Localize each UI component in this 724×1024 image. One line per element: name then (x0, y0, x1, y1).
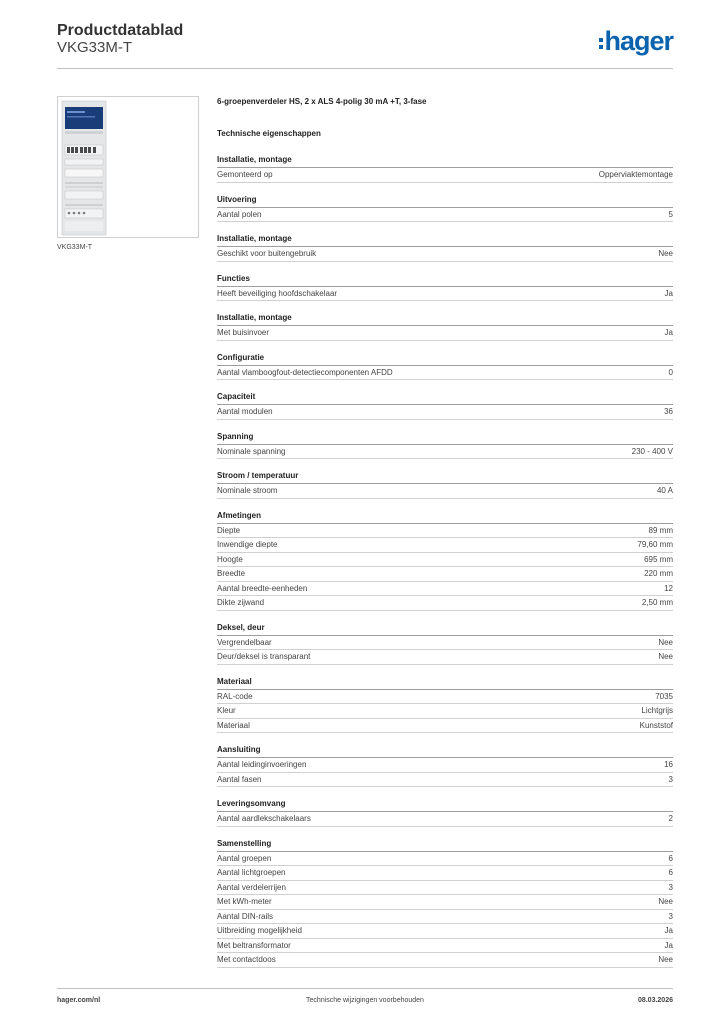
spec-value: 89 mm (648, 525, 673, 535)
spec-label: Nominale spanning (217, 446, 286, 456)
spec-value: 7035 (655, 691, 673, 701)
spec-row (217, 366, 673, 381)
spec-label: Geschikt voor buitengebruik (217, 249, 317, 258)
spec-label: Met kWh-meter (217, 897, 272, 906)
spec-label: RAL-code (217, 691, 253, 701)
spec-value: 0 (668, 367, 673, 377)
spec-row (217, 208, 673, 223)
spec-group-title: Deksel, deur (217, 622, 673, 636)
spec-groups (217, 154, 673, 968)
spec-row (217, 704, 673, 719)
page-footer (57, 997, 673, 1011)
logo-colon-icon (599, 38, 603, 49)
spec-label: Aantal DIN-rails (217, 911, 274, 921)
spec-group-title: Afmetingen (217, 510, 673, 524)
spec-row (217, 939, 673, 954)
spec-label: Gemonteerd op (217, 170, 273, 179)
spec-value: Nee (658, 637, 673, 647)
spec-label: Aantal lichtgroepen (217, 868, 286, 877)
spec-group-title: Materiaal (217, 676, 673, 690)
spec-row (217, 690, 673, 705)
spec-row (217, 596, 673, 611)
spec-row (217, 758, 673, 773)
spec-label: Aantal polen (217, 209, 262, 219)
spec-row (217, 719, 673, 734)
footer-notice: Technische wijzigingen voorbehouden (306, 997, 424, 1004)
spec-value: 12 (664, 583, 673, 593)
spec-label: Deur/deksel is transparant (217, 652, 311, 661)
spec-value: Nee (658, 897, 673, 906)
spec-value: 230 - 400 V (631, 446, 673, 456)
spec-row (217, 650, 673, 665)
spec-label: Nominale stroom (217, 486, 278, 495)
spec-group-title: Spanning (217, 431, 673, 445)
spec-label: Diepte (217, 525, 241, 535)
spec-value: 16 (664, 760, 673, 769)
spec-row (217, 910, 673, 925)
spec-value: Opperviaktemontage (598, 170, 673, 179)
spec-row (217, 852, 673, 867)
spec-label: Aantal verdelerrijen (217, 882, 286, 892)
footer-website: hager.com/nl (57, 997, 101, 1004)
spec-label: Aantal vlamboogfout-detectiecomponenten AFDD (217, 367, 393, 377)
spec-group-title: Installatie, montage (217, 233, 673, 247)
spec-value: 3 (668, 911, 673, 921)
product-code: VKG33M-T (57, 39, 133, 56)
spec-value: 79,60 mm (637, 540, 673, 549)
spec-value: 695 mm (644, 554, 673, 564)
image-caption: VKG33M-T (57, 244, 93, 251)
spec-value: Ja (664, 288, 673, 298)
distribution-board-illustration (58, 97, 198, 237)
spec-row (217, 636, 673, 651)
spec-value: 5 (668, 209, 673, 219)
spec-value: 3 (668, 882, 673, 892)
spec-row (217, 812, 673, 827)
document-title: Productdatablad (57, 22, 184, 39)
spec-group-title: Uitvoering (217, 194, 673, 208)
spec-group-title: Functies (217, 273, 673, 287)
spec-group-title: Installatie, montage (217, 312, 673, 326)
spec-value: 36 (664, 407, 673, 416)
spec-label: Aantal leidinginvoeringen (217, 760, 307, 769)
spec-label: Materiaal (217, 720, 250, 730)
spec-value: Ja (664, 926, 673, 935)
spec-row (217, 287, 673, 302)
spec-value: Lichtgrijs (641, 706, 673, 715)
spec-value: 220 mm (644, 569, 673, 578)
spec-row (217, 953, 673, 968)
spec-label: Aantal breedte-eenheden (217, 583, 308, 593)
technical-properties-heading: Technische eigenschappen (217, 129, 321, 138)
spec-label: Hoogte (217, 554, 243, 564)
spec-value: Nee (658, 249, 673, 258)
spec-label: Aantal groepen (217, 853, 272, 863)
spec-value: Ja (664, 940, 673, 950)
footer-date: 08.03.2026 (637, 997, 673, 1004)
spec-row (217, 326, 673, 341)
spec-row (217, 524, 673, 539)
spec-row (217, 881, 673, 896)
spec-label: Met contactdoos (217, 955, 276, 964)
spec-group-title: Configuratie (217, 352, 673, 366)
spec-group-title: Stroom / temperatuur (217, 470, 673, 484)
spec-label: Aantal modulen (217, 407, 273, 416)
spec-row (217, 567, 673, 582)
hager-logo (599, 26, 673, 56)
spec-row (217, 538, 673, 553)
spec-row (217, 168, 673, 183)
logo-text: hager (604, 25, 673, 56)
spec-label: Dikte zijwand (217, 598, 265, 607)
spec-value: Nee (658, 652, 673, 661)
spec-value: Ja (664, 328, 673, 337)
spec-group-title: Aansluiting (217, 744, 673, 758)
spec-group-title: Samenstelling (217, 838, 673, 852)
spec-row (217, 484, 673, 499)
spec-group-title: Capaciteit (217, 391, 673, 405)
spec-row (217, 866, 673, 881)
spec-group-title: Leveringsomvang (217, 798, 673, 812)
spec-label: Vergrendelbaar (217, 637, 272, 647)
product-description: 6-groepenverdeler HS, 2 x ALS 4-polig 30 mA +T, 3-fase (217, 97, 427, 106)
spec-value: 3 (668, 774, 673, 784)
spec-row (217, 553, 673, 568)
spec-label: Heeft beveiliging hoofdschakelaar (217, 288, 338, 298)
page-header (57, 22, 673, 68)
spec-value: 2 (668, 814, 673, 823)
spec-value: 2,50 mm (641, 598, 673, 607)
product-image (57, 96, 199, 238)
spec-section (217, 96, 673, 968)
spec-label: Breedte (217, 569, 246, 578)
spec-group-title: Installatie, montage (217, 154, 673, 168)
spec-value: 6 (668, 868, 673, 877)
spec-row (217, 247, 673, 262)
header-divider (57, 68, 673, 69)
spec-row (217, 924, 673, 939)
spec-label: Met beltransformator (217, 940, 291, 950)
footer-divider (57, 988, 673, 989)
spec-label: Kleur (217, 706, 236, 715)
spec-value: Nee (658, 955, 673, 964)
spec-value: 6 (668, 853, 673, 863)
spec-label: Aantal aardlekschakelaars (217, 814, 311, 823)
spec-label: Aantal fasen (217, 774, 262, 784)
spec-row (217, 895, 673, 910)
spec-value: 40 A (656, 486, 673, 495)
spec-label: Inwendige diepte (217, 540, 278, 549)
spec-row (217, 445, 673, 460)
spec-row (217, 405, 673, 420)
spec-label: Uitbreiding mogelijkheid (217, 926, 302, 935)
spec-value: Kunststof (639, 720, 673, 730)
spec-row (217, 773, 673, 788)
spec-row (217, 582, 673, 597)
spec-label: Met buisinvoer (217, 328, 270, 337)
